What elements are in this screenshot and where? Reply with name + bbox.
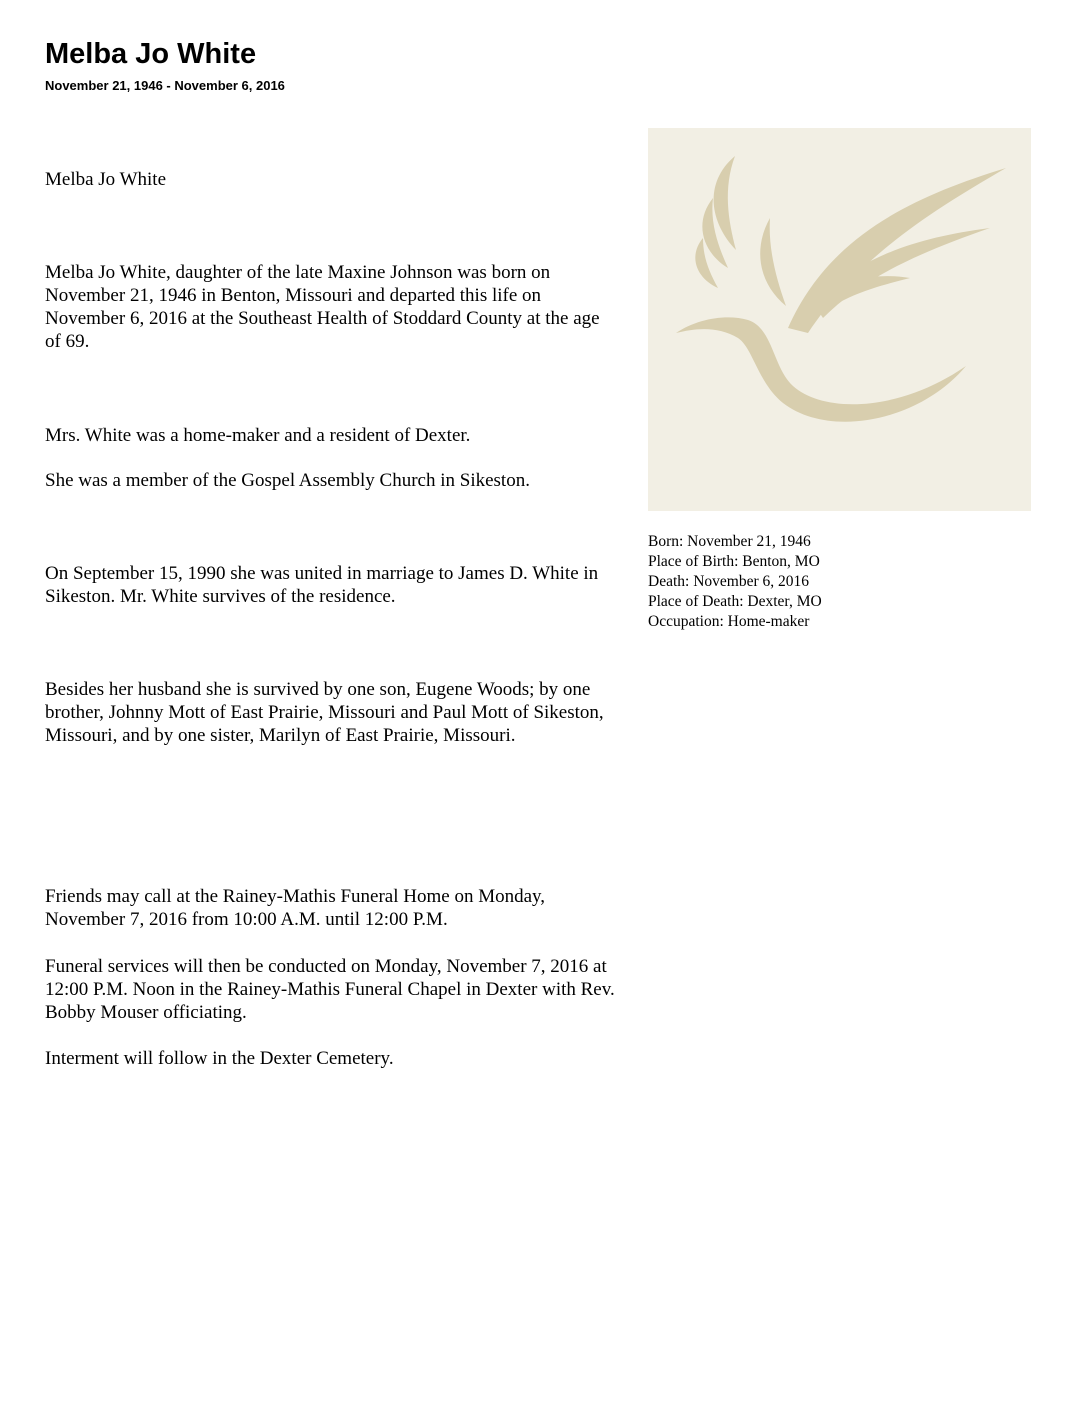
life-dates: November 21, 1946 - November 6, 2016 (45, 78, 285, 93)
obituary-paragraph: Friends may call at the Rainey-Mathis Funeral Home on Monday, November 7, 2016 from 10:00 A.M. until 12:00 P.M. (45, 886, 546, 930)
fact-place-of-death: Place of Death: Dexter, MO (648, 593, 822, 610)
page-title: Melba Jo White (45, 38, 257, 70)
fact-occupation: Occupation: Home-maker (648, 613, 810, 630)
obituary-paragraph: Besides her husband she is survived by one son, Eugene Woods; by one brother, Johnny Mott of East Prairie, Missouri and Paul Mott of Sikeston, Missouri, and by one sister, Marilyn of East Prairie, Missouri. (45, 679, 604, 746)
obituary-paragraph: On September 15, 1990 she was united in marriage to James D. White in Sikeston. Mr. White survives of the residence. (45, 563, 599, 607)
obituary-name-line: Melba Jo White (45, 169, 167, 190)
obituary-paragraph: Melba Jo White, daughter of the late Maxine Johnson was born on November 21, 1946 in Benton, Missouri and departed this life on November 6, 2016 at the Southeast Health of Stoddard County at the age of 69. (45, 262, 600, 352)
obituary-paragraph: Funeral services will then be conducted on Monday, November 7, 2016 at 12:00 P.M. Noon in the Rainey-Mathis Funeral Chapel in Dexter with Rev. Bobby Mouser officiating. (45, 956, 615, 1023)
obituary-paragraph: Interment will follow in the Dexter Cemetery. (45, 1048, 394, 1069)
vital-facts (648, 532, 822, 632)
fact-born: Born: November 21, 1946 (648, 533, 811, 550)
obituary-paragraph: Mrs. White was a home-maker and a resident of Dexter. (45, 425, 471, 446)
memorial-photo (648, 128, 1031, 511)
header (45, 36, 285, 94)
obituary-paragraph: She was a member of the Gospel Assembly Church in Sikeston. (45, 470, 530, 491)
fact-place-of-birth: Place of Birth: Benton, MO (648, 553, 820, 570)
dove-icon (648, 128, 1031, 511)
fact-death: Death: November 6, 2016 (648, 573, 809, 590)
